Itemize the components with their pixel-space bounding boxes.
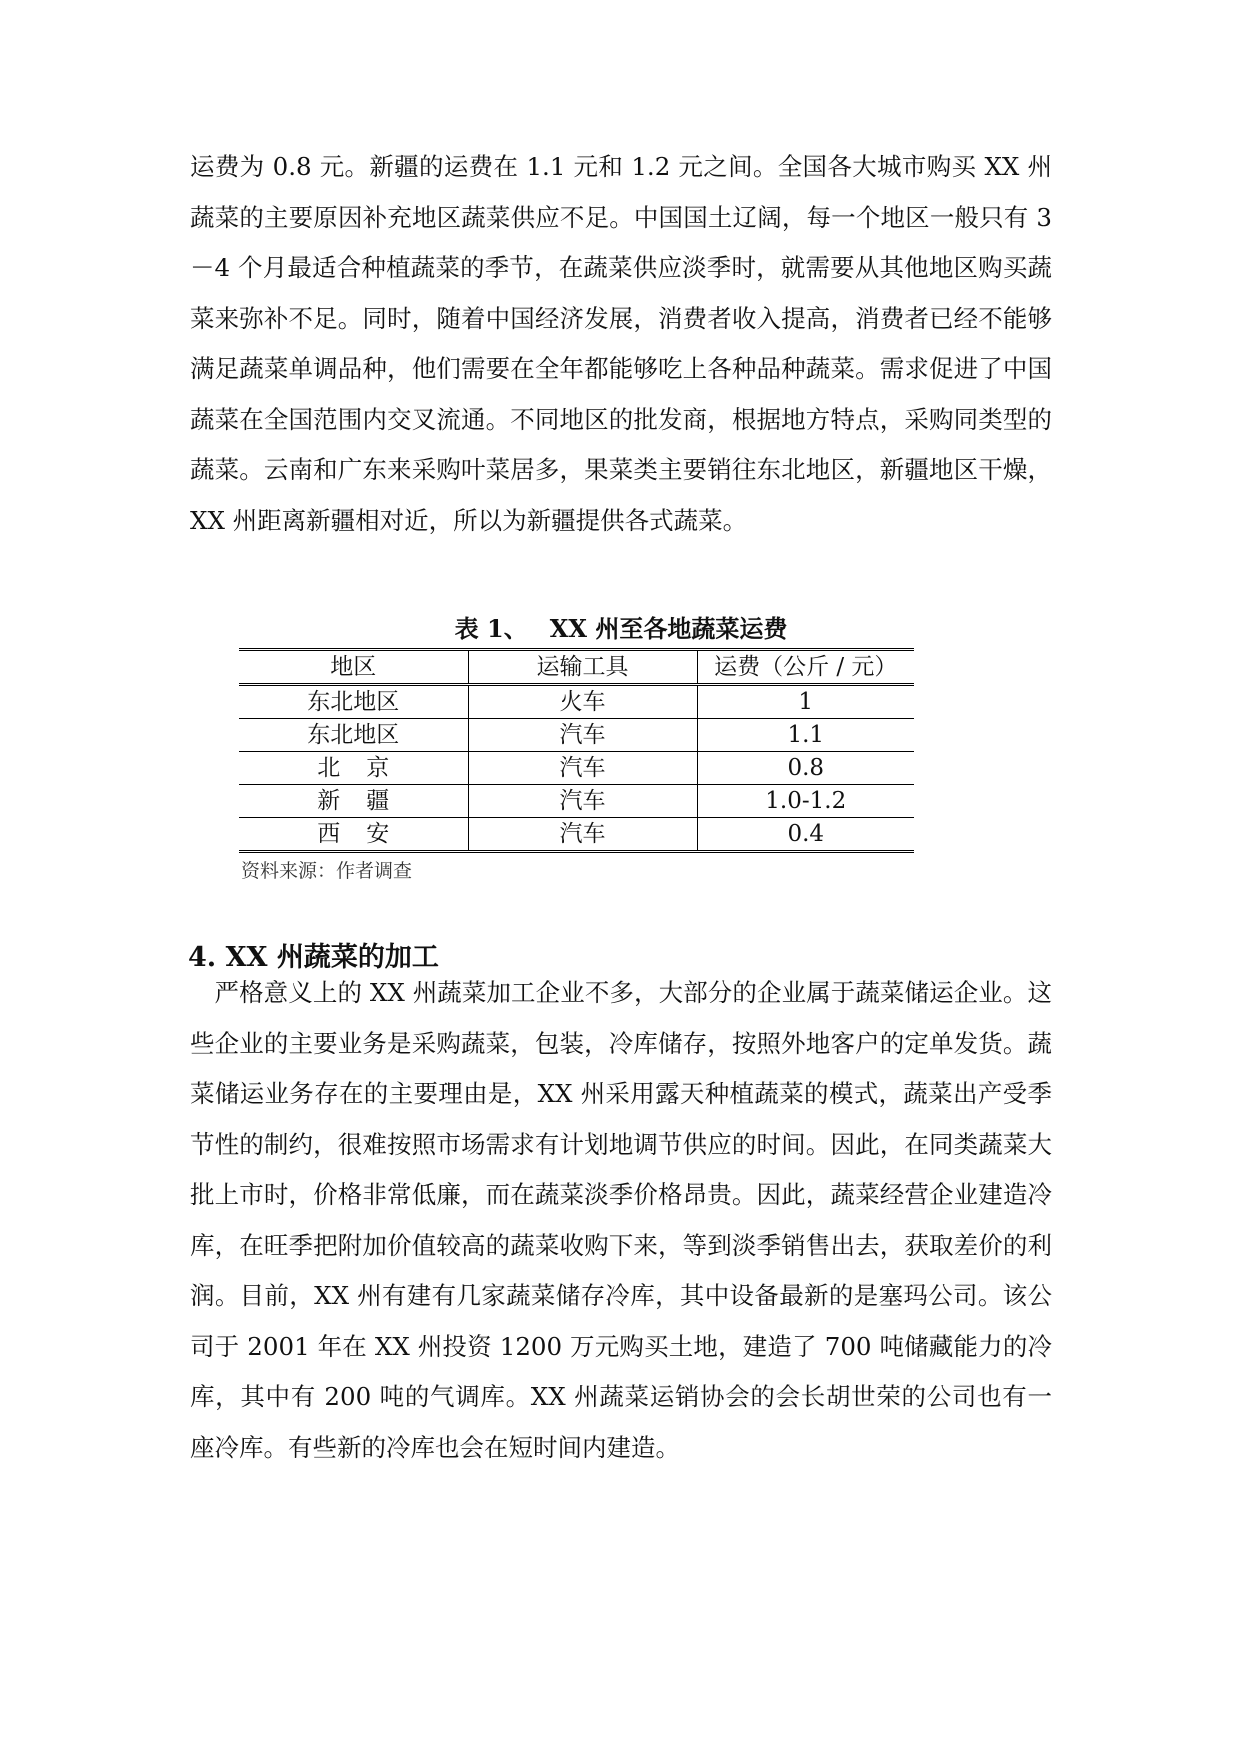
header-cost: 运费（公斤 / 元） (697, 650, 914, 685)
cell-region-text: 北京 (317, 755, 416, 781)
cell-cost: 1.0-1.2 (697, 785, 914, 818)
body-paragraph-top: 运费为 0.8 元。新疆的运费在 1.1 元和 1.2 元之间。全国各大城市购买 XX 州蔬菜的主要原因补充地区蔬菜供应不足。中国国土辽阔，每一个地区一般只有 3－4 个月最适合种植蔬菜的季节，在蔬菜供应淡季时，就需要从其他地区购买蔬菜来弥补不足。同时，随着中国经济发展，消费者收入提高，消费者已经不能够满足蔬菜单调品种，他们需要在全年都能够吃上各种品种蔬菜。需求促进了中国蔬菜在全国范围内交叉流通。不同地区的批发商，根据地方特点，采购同类型的蔬菜。云南和广东来采购叶菜居多，果菜类主要销往东北地区，新疆地区干燥，XX 州距离新疆相对近，所以为新疆提供各式蔬菜。 (190, 152, 1052, 535)
cell-region-text: 西安 (317, 821, 416, 847)
cell-cost: 0.4 (787, 821, 825, 847)
table-caption-number: 表 1、 (454, 614, 528, 643)
cell-region (239, 752, 468, 785)
table-caption (190, 612, 1052, 646)
table-row (239, 752, 914, 785)
table-row (239, 685, 914, 719)
cell-transport: 汽车 (468, 752, 697, 785)
cell-cost: 1.1 (697, 719, 914, 752)
cell-transport: 汽车 (468, 719, 697, 752)
table-row (239, 818, 914, 852)
table-caption-title: XX 州至各地蔬菜运费 (549, 614, 788, 643)
cell-transport: 火车 (468, 685, 697, 719)
cell-cost: 1 (697, 685, 914, 719)
table-row (239, 785, 914, 818)
freight-table (239, 648, 914, 853)
cell-region (239, 785, 468, 818)
cell-cost: 0.8 (697, 752, 914, 785)
cell-region: 东北地区 (239, 719, 468, 752)
cell-transport: 汽车 (468, 785, 697, 818)
cell-region (239, 818, 468, 852)
cell-transport: 汽车 (468, 818, 697, 852)
header-transport: 运输工具 (468, 650, 697, 685)
table-source-note: 资料来源：作者调查 (241, 860, 413, 882)
section-heading: 4. XX 州蔬菜的加工 (188, 942, 439, 973)
table-row (239, 719, 914, 752)
body-paragraph-bottom: 严格意义上的 XX 州蔬菜加工企业不多，大部分的企业属于蔬菜储运企业。这些企业的主要业务是采购蔬菜，包装，冷库储存，按照外地客户的定单发货。蔬菜储运业务存在的主要理由是，XX 州采用露天种植蔬菜的模式，蔬菜出产受季节性的制约，很难按照市场需求有计划地调节供应的时间。因此，在同类蔬菜大批上市时，价格非常低廉，而在蔬菜淡季价格昂贵。因此，蔬菜经营企业建造冷库，在旺季把附加价值较高的蔬菜收购下来，等到淡季销售出去，获取差价的利润。目前，XX 州有建有几家蔬菜储存冷库，其中设备最新的是塞玛公司。该公司于 2001 年在 XX 州投资 1200 万元购买土地，建造了 700 吨储藏能力的冷库，其中有 200 吨的气调库。XX 州蔬菜运销协会的会长胡世荣的公司也有一座冷库。有些新的冷库也会在短时间内建造。 (190, 978, 1052, 1462)
cell-region: 东北地区 (239, 685, 468, 719)
cell-region-text: 新疆 (317, 788, 416, 814)
table-header-row (239, 650, 914, 685)
header-region: 地区 (239, 650, 468, 685)
